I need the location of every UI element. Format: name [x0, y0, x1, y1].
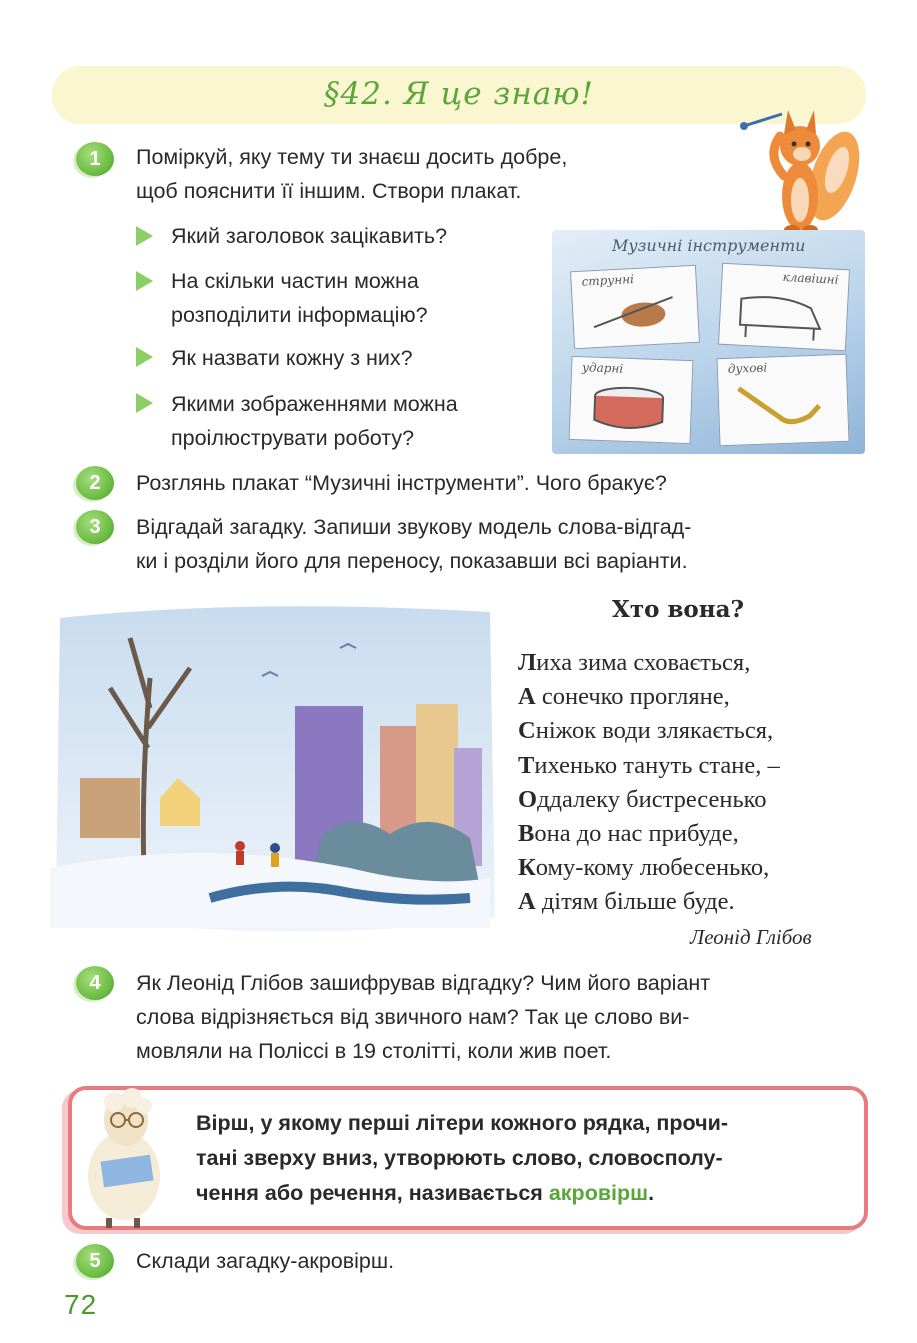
bullet-line: розподілити інформацію? — [171, 303, 428, 327]
poem-line — [518, 646, 780, 680]
rule-line: Вірш, у якому перші літери кожного рядка, прочи- — [196, 1111, 728, 1135]
bullet-line: Якими зображеннями можна — [171, 392, 458, 416]
bullet-line: проілюструвати роботу? — [171, 426, 415, 450]
task-number-3: 3 — [76, 510, 114, 544]
poster-card-label: духові — [727, 360, 768, 376]
task-4-line: Як Леонід Глібов зашифрував відгадку? Чим його варіант — [136, 971, 711, 995]
bullet-item — [171, 387, 458, 455]
task-number-1: 1 — [76, 142, 114, 176]
poem-line-rest: сонечко прогляне, — [535, 683, 730, 711]
task-3-line: Відгадай загадку. Запиши звукову модель слова-відгад- — [136, 515, 692, 539]
task-1-text — [136, 140, 567, 208]
poem-first-letter: О — [518, 785, 538, 813]
poem-author: Леонід Глібов — [690, 925, 812, 949]
task-number-2: 2 — [76, 466, 114, 500]
page-number: 72 — [64, 1289, 98, 1320]
rule-text — [196, 1106, 846, 1211]
bullet-line: На скільки частин можна — [171, 269, 419, 293]
task-number-5: 5 — [76, 1244, 114, 1278]
poem-first-letter: Т — [518, 751, 535, 779]
poster-card-label: клавішні — [782, 269, 839, 287]
poem-first-letter: К — [518, 854, 536, 882]
piano-icon — [719, 284, 842, 344]
saxophone-icon — [718, 375, 844, 439]
task-5-line: Склади загадку-акровірш. — [136, 1249, 395, 1273]
task-1-line: Поміркуй, яку тему ти знаєш досить добре, — [136, 145, 568, 169]
poem-line-rest: ому-кому любесенько, — [535, 854, 770, 882]
poem-line — [518, 783, 780, 817]
rule-term: акровірш — [548, 1181, 649, 1205]
winter-city-illustration — [50, 598, 500, 938]
bullet-arrow-icon — [136, 347, 153, 367]
poster-card — [718, 263, 850, 352]
task-1-line: щоб пояснити її іншим. Створи плакат. — [136, 179, 522, 203]
poem — [518, 646, 780, 920]
poem-line — [518, 885, 780, 919]
poem-line-rest: она до нас прибуде, — [534, 820, 739, 848]
poster-illustration — [552, 230, 865, 454]
poem-first-letter: А — [518, 683, 536, 711]
rule-line-part: . — [648, 1181, 655, 1205]
poem-line-rest: ихенько тануть стане, – — [534, 751, 780, 779]
bullet-arrow-icon — [136, 393, 153, 413]
poem-first-letter: А — [518, 888, 536, 916]
poster-card — [569, 356, 694, 444]
task-4-line: слова відрізняється від звичного нам? Так це слово ви- — [136, 1005, 690, 1029]
poem-line — [518, 851, 780, 885]
violin-icon — [572, 286, 694, 342]
poem-line-rest: ніжок води злякається, — [535, 717, 774, 745]
poem-line — [518, 714, 780, 748]
poem-first-letter: Л — [518, 649, 537, 676]
task-4-line: мовляли на Поліссі в 19 столітті, коли жив поет. — [136, 1039, 612, 1063]
task-3-line: ки і розділи його для переносу, показавши всі варіанти. — [136, 549, 688, 573]
bullet-item — [171, 219, 447, 253]
poster-card — [717, 354, 850, 446]
poem-title: Хто вона? — [612, 596, 744, 623]
sheep-illustration — [78, 1080, 178, 1230]
poem-line-rest: иха зима сховається, — [536, 649, 751, 676]
task-4-text — [136, 966, 710, 1068]
bullet-arrow-icon — [136, 226, 153, 246]
task-2-line: Розглянь плакат “Музичні інструменти”. Чого бракує? — [136, 471, 667, 495]
task-2-text — [136, 466, 667, 500]
bullet-item — [171, 341, 413, 375]
bullet-line: Як назвати кожну з них? — [171, 346, 413, 370]
bullet-item — [171, 264, 428, 332]
bullet-arrow-icon — [136, 271, 153, 291]
poem-first-letter: С — [518, 717, 536, 745]
task-number-4: 4 — [76, 966, 114, 1000]
poem-first-letter: В — [518, 820, 535, 848]
fox-illustration — [722, 96, 872, 246]
poem-line — [518, 680, 780, 714]
rule-line: тані зверху вниз, утворюють слово, словосполу- — [196, 1146, 723, 1170]
poem-line — [518, 817, 780, 851]
poem-line-rest: дітям більше буде. — [535, 888, 735, 916]
task-3-text — [136, 510, 691, 578]
task-5-text — [136, 1244, 394, 1278]
poem-line — [518, 749, 780, 783]
drum-icon — [570, 377, 688, 437]
bullet-line: Який заголовок зацікавить? — [171, 224, 448, 248]
poster-card — [570, 265, 700, 349]
poster-title: Музичні інструменти — [612, 236, 806, 255]
rule-line — [196, 1176, 846, 1211]
poem-line-rest: ддалеку бистресенько — [537, 785, 767, 813]
poster-card-label: ударні — [581, 360, 624, 376]
page-title: §42. Я це знаю! — [324, 76, 594, 112]
rule-line-part: чення або речення, називається — [196, 1181, 549, 1205]
poster-card-label: струнні — [581, 272, 635, 289]
